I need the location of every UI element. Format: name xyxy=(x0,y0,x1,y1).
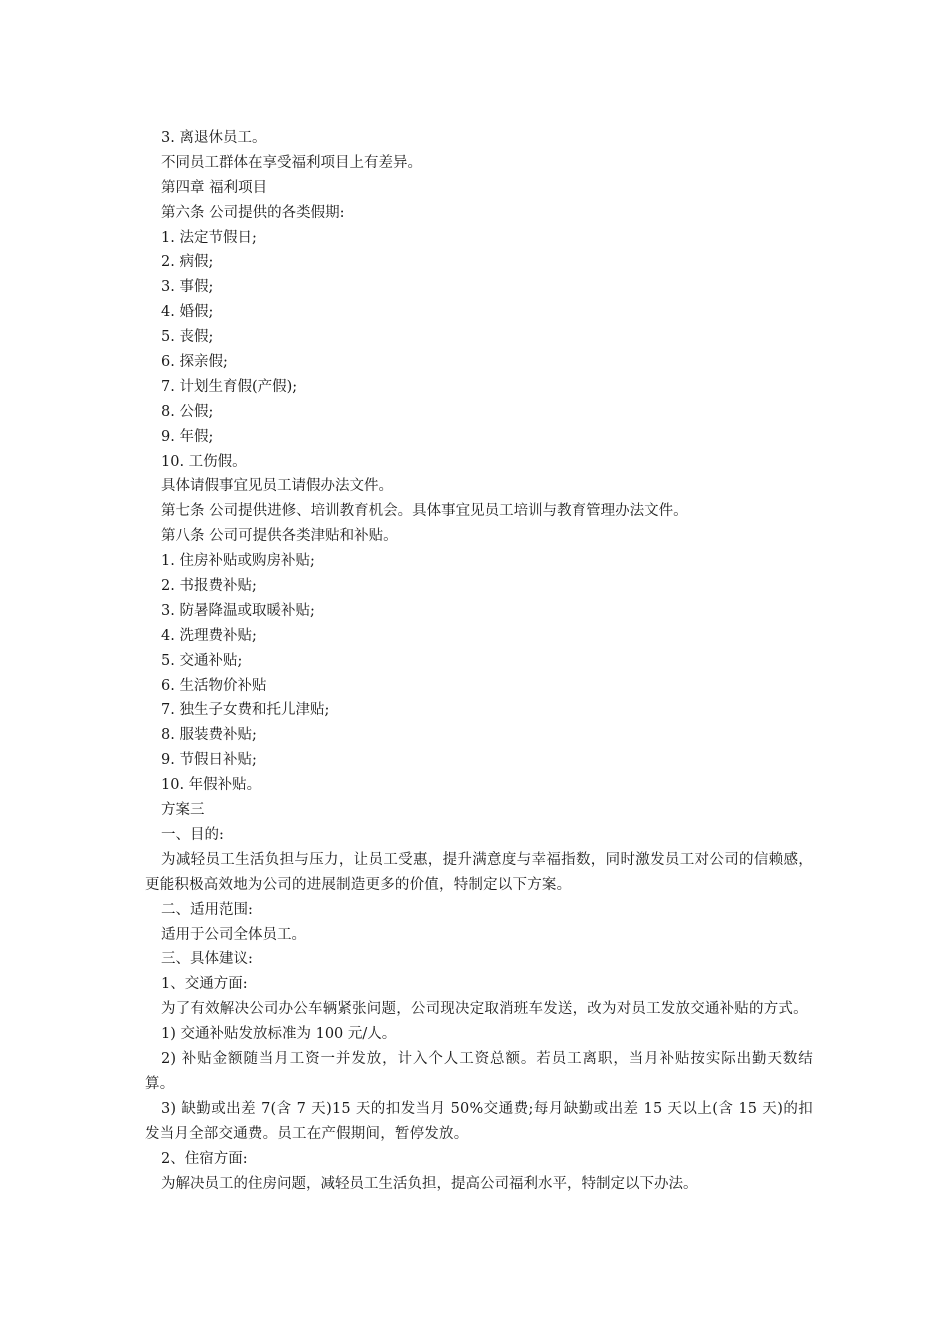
transport-item: 2) 补贴金额随当月工资一并发放，计入个人工资总额。若员工离职，当月补贴按实际出勤天数结算。 xyxy=(145,1051,813,1092)
transport-paragraph: 为了有效解决公司办公车辆紧张问题，公司现决定取消班车发送，改为对员工发放交通补贴的方式。 xyxy=(161,1001,808,1018)
plan-heading: 方案三 xyxy=(161,802,205,819)
list-item: 3. 防暑降温或取暖补贴; xyxy=(161,602,315,619)
list-item: 8. 服装费补贴; xyxy=(161,727,257,744)
section-heading: 一、目的: xyxy=(161,826,224,843)
chapter-heading: 第四章 福利项目 xyxy=(161,179,268,196)
list-item: 4. 婚假; xyxy=(161,304,214,321)
housing-paragraph: 为解决员工的住房问题，减轻员工生活负担，提高公司福利水平，特制定以下办法。 xyxy=(161,1175,698,1192)
list-item: 7. 计划生育假(产假); xyxy=(161,378,298,395)
list-item: 10. 工伤假。 xyxy=(161,453,247,470)
list-item: 5. 交通补贴; xyxy=(161,652,243,669)
text-line: 不同员工群体在享受福利项目上有差异。 xyxy=(161,154,422,171)
list-item: 1. 法定节假日; xyxy=(161,229,257,246)
list-item: 6. 探亲假; xyxy=(161,354,228,371)
transport-item: 1) 交通补贴发放标准为 100 元/人。 xyxy=(161,1026,397,1043)
list-item: 9. 年假; xyxy=(161,428,214,445)
subsection-heading: 1、交通方面: xyxy=(161,976,248,993)
text-line: 3. 离退休员工。 xyxy=(161,130,267,146)
article-heading: 第六条 公司提供的各类假期: xyxy=(161,204,345,221)
list-item: 1. 住房补贴或购房补贴; xyxy=(161,553,315,570)
list-item: 8. 公假; xyxy=(161,403,214,420)
section-heading: 二、适用范围: xyxy=(161,901,253,918)
list-item: 4. 洗理费补贴; xyxy=(161,627,257,644)
list-item: 9. 节假日补贴; xyxy=(161,752,257,769)
list-item: 3. 事假; xyxy=(161,279,214,296)
purpose-paragraph: 为减轻员工生活负担与压力，让员工受惠，提升满意度与幸福指数，同时激发员工对公司的信赖感，更能积极高效地为公司的进展制造更多的价值，特制定以下方案。 xyxy=(145,851,813,893)
list-item: 2. 病假; xyxy=(161,254,214,271)
list-item: 5. 丧假; xyxy=(161,329,214,346)
list-item: 6. 生活物价补贴 xyxy=(161,677,267,694)
text-line: 适用于公司全体员工。 xyxy=(161,926,306,943)
list-item: 7. 独生子女费和托儿津贴; xyxy=(161,702,330,719)
list-item: 10. 年假补贴。 xyxy=(161,777,262,794)
transport-item: 3) 缺勤或出差 7(含 7 天)15 天的扣发当月 50%交通费;每月缺勤或出差 15 天以上(含 15 天)的扣发当月全部交通费。员工在产假期间，暂停发放。 xyxy=(145,1100,813,1142)
text-line: 具体请假事宜见员工请假办法文件。 xyxy=(161,478,393,495)
article-heading: 第七条 公司提供进修、培训教育机会。具体事宜见员工培训与教育管理办法文件。 xyxy=(161,503,688,520)
subsection-heading: 2、住宿方面: xyxy=(161,1150,248,1167)
article-heading: 第八条 公司可提供各类津贴和补贴。 xyxy=(161,528,398,545)
section-heading: 三、具体建议: xyxy=(161,951,253,968)
list-item: 2. 书报费补贴; xyxy=(161,578,257,595)
document-body xyxy=(145,126,813,1196)
